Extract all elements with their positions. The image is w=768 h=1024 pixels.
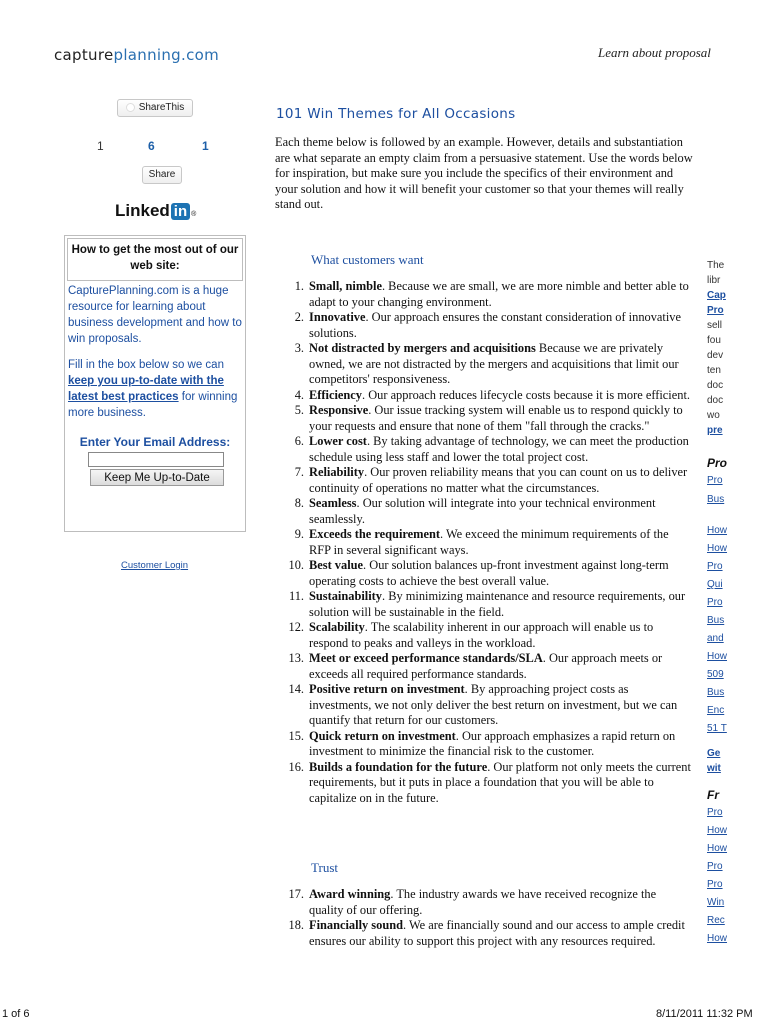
print-datetime: 8/11/2011 11:32 PM	[656, 1008, 753, 1020]
list-item-number: 2.	[294, 310, 304, 324]
list-item-term: Efficiency	[309, 387, 362, 402]
list-item-number: 14.	[288, 682, 304, 696]
right-column-link[interactable]: Ge	[707, 748, 721, 759]
section-heading-what-customers-want: What customers want	[311, 252, 424, 267]
list-item	[280, 434, 692, 465]
learn-about-proposal-link[interactable]: Learn about proposal	[598, 45, 711, 60]
right-column-link[interactable]: Bus	[707, 615, 725, 626]
list-item-text: . The industry awards we have received recognize the quality of our offering.	[309, 887, 657, 917]
panel-signup-post: for winning more business.	[68, 391, 238, 419]
logo-part-planning: planning.com	[113, 46, 220, 64]
right-column-link[interactable]: 509	[707, 669, 724, 680]
list-item	[280, 729, 692, 760]
list-item	[280, 279, 692, 310]
list-item-text: . We exceed the minimum requirements of the RFP in several significant ways.	[309, 527, 669, 557]
list-item-text: . Our issue tracking system will enable us to respond quickly to your requests and ensure that none of them "fall through the cracks."	[309, 403, 683, 433]
list-item	[280, 527, 692, 558]
list-item-text: . Our platform not only meets the current requirements, but it puts in place a foundation that you will be able to capitalize on in the future.	[309, 759, 691, 805]
list-item-number: 13.	[288, 651, 304, 665]
sharethis-icon	[126, 103, 135, 112]
right-column-text: doc	[707, 395, 724, 406]
right-column-link[interactable]: Cap	[707, 290, 726, 301]
sharethis-label: ShareThis	[138, 102, 185, 113]
right-column-link[interactable]: Qui	[707, 579, 723, 590]
list-item	[280, 496, 692, 527]
list-item-term: Sustainability	[309, 589, 382, 603]
list-item-number: 18.	[288, 918, 304, 932]
list-item-text: . By minimizing maintenance and resource requirements, our solution will be sustainable in the field.	[309, 589, 686, 619]
share-count-2[interactable]: 6	[148, 139, 155, 153]
list-item-number: 4.	[294, 387, 304, 402]
list-item-term: Meet or exceed performance standards/SLA	[309, 651, 543, 665]
list-item	[280, 558, 692, 589]
win-themes-list-1	[280, 279, 692, 806]
right-column-link[interactable]: Bus	[707, 687, 725, 698]
list-item-number: 9.	[294, 527, 304, 541]
right-column-link[interactable]: Pro	[707, 861, 723, 872]
list-item-term: Award winning	[309, 887, 391, 901]
right-column-heading: Pro	[707, 456, 728, 470]
right-column-link[interactable]: Enc	[707, 705, 725, 716]
right-column-link[interactable]: Pro	[707, 597, 723, 608]
email-input[interactable]	[88, 452, 224, 467]
right-column-link[interactable]: and	[707, 633, 724, 644]
right-column-link[interactable]: Pro	[707, 561, 723, 572]
list-item-term: Exceeds the requirement	[309, 527, 440, 541]
list-item-number: 3.	[294, 341, 304, 355]
list-item-number: 5.	[294, 403, 304, 417]
panel-signup-pre: Fill in the box below so we can	[68, 359, 224, 371]
right-column-link[interactable]: How	[707, 651, 728, 662]
list-item-text: . Our proven reliability means that you can count on us to deliver continuity of operations no matter what the circumstances.	[309, 465, 688, 495]
list-item-term: Financially sound	[309, 918, 403, 932]
page-title: 101 Win Themes for All Occasions	[276, 106, 516, 122]
right-column-link[interactable]: Pro	[707, 879, 723, 890]
list-item-number: 12.	[288, 620, 304, 634]
list-item-term: Small, nimble	[309, 279, 382, 293]
list-item-text: . Our approach emphasizes a rapid return on investment to minimize the financial risk to the customer.	[309, 728, 676, 758]
list-item-text: . The scalability inherent in our approach will enable us to respond to peaks and valleys in the workload.	[309, 620, 654, 650]
right-column-link[interactable]: Pro	[707, 475, 723, 486]
right-column-text: sell	[707, 320, 723, 331]
list-item-term: Scalability	[309, 620, 365, 634]
right-column-text: doc	[707, 380, 724, 391]
customer-login-link[interactable]: Customer Login	[121, 560, 189, 571]
list-item-text: . Our approach reduces lifecycle costs because it is more efficient.	[362, 387, 690, 402]
right-column-link[interactable]: pre	[707, 425, 723, 436]
list-item-text: . By approaching project costs as investments, we not only deliver the best return on investment, but we can quantify that return for our customers.	[309, 682, 678, 727]
right-column-link[interactable]: Bus	[707, 494, 725, 505]
list-item	[280, 310, 692, 341]
panel-signup-text	[68, 357, 242, 421]
list-item-text: . We are financially sound and our access to ample credit ensures our ability to support this project with any resources required.	[309, 918, 685, 948]
panel-description: CapturePlanning.com is a huge resource for learning about business development and how to win proposals.	[68, 285, 242, 345]
site-logo[interactable]	[54, 46, 219, 64]
list-item	[280, 651, 692, 682]
right-column-link[interactable]: wit	[707, 763, 721, 774]
list-item-term: Not distracted by mergers and acquisitions	[309, 341, 536, 355]
linkedin-logo[interactable]	[115, 201, 196, 221]
list-item	[280, 760, 692, 807]
right-column-link[interactable]: Pro	[707, 305, 724, 316]
linkedin-text: Linked	[115, 201, 170, 220]
list-item-number: 15.	[288, 728, 304, 743]
right-column-text: fou	[707, 335, 721, 346]
list-item	[280, 388, 692, 404]
list-item-number: 6.	[294, 434, 304, 448]
list-item-text: . Our approach meets or exceeds all required performance standards.	[309, 651, 663, 681]
right-column-link[interactable]: How	[707, 933, 728, 944]
list-item-text: . Our approach ensures the constant consideration of innovative solutions.	[309, 310, 681, 340]
right-column-heading: Fr	[707, 788, 719, 802]
list-item-term: Positive return on investment	[309, 682, 465, 696]
list-item-term: Reliability	[309, 465, 365, 479]
list-item-number: 17.	[288, 887, 304, 901]
share-count-3[interactable]: 1	[202, 139, 209, 153]
right-column-link[interactable]: Win	[707, 897, 725, 908]
right-column-link[interactable]: How	[707, 543, 728, 554]
email-label: Enter Your Email Address:	[79, 435, 231, 449]
share-count-1: 1	[97, 139, 104, 153]
list-item	[280, 589, 692, 620]
signup-panel	[64, 235, 246, 532]
panel-body	[68, 283, 242, 431]
right-column-text: The	[707, 260, 725, 271]
keep-me-up-to-date-button[interactable]: Keep Me Up-to-Date	[90, 469, 224, 486]
list-item-number: 1.	[294, 279, 304, 293]
right-column-text: wo	[707, 410, 720, 421]
list-item-term: Innovative	[309, 310, 366, 324]
list-item-term: Responsive	[309, 403, 369, 417]
list-item-term: Quick return on investment	[309, 728, 456, 743]
panel-heading: How to get the most out of our web site:	[67, 238, 243, 281]
win-themes-list-2	[280, 887, 692, 949]
keep-up-to-date-link[interactable]: keep you up-to-date with the latest best practices	[68, 375, 224, 403]
intro-paragraph: Each theme below is followed by an example. However, details and substantiation are what separate an empty claim from a persuasive statement. Use the words below for inspiration, but make sure you include the specifics of their environment and your solution and how it will benefit your customer so that your themes will really stand out.	[275, 135, 693, 212]
right-column-link[interactable]: How	[707, 825, 728, 836]
right-column-link[interactable]: Pro	[707, 807, 723, 818]
right-column-text: ten	[707, 365, 721, 376]
list-item-text: . Our solution will integrate into your technical environment seamlessly.	[309, 496, 656, 526]
list-item-text: . Because we are small, we are more nimble and better able to adapt to your changing environment.	[309, 279, 689, 309]
right-column-text: libr	[707, 275, 721, 286]
list-item-text: . By taking advantage of technology, we can meet the production schedule using less staff and lower the total project cost.	[309, 434, 689, 464]
linkedin-registered-mark: ®	[191, 211, 197, 218]
right-column-link[interactable]: Rec	[707, 915, 725, 926]
logo-part-capture: capture	[54, 46, 114, 64]
list-item	[280, 465, 692, 496]
list-item	[280, 682, 692, 729]
sharethis-button[interactable]	[117, 99, 193, 117]
right-column-text: dev	[707, 350, 724, 361]
list-item-term: Seamless	[309, 496, 357, 510]
right-column-link[interactable]: How	[707, 843, 728, 854]
list-item-number: 16.	[288, 759, 304, 774]
linkedin-in-icon: in	[171, 203, 190, 220]
list-item-term: Lower cost	[309, 434, 367, 448]
right-column-link[interactable]: 51 T	[707, 723, 727, 734]
list-item	[280, 918, 692, 949]
list-item-text: . Our solution balances up-front investment against long-term operating costs to achieve the best overall value.	[309, 558, 669, 588]
list-item-number: 11.	[288, 589, 304, 603]
list-item-number: 7.	[294, 465, 304, 479]
list-item	[280, 341, 692, 388]
list-item	[280, 620, 692, 651]
share-button[interactable]: Share	[142, 166, 182, 184]
list-item-text: Because we are privately owned, we are not distracted by the mergers and acquisitions that limit our competitors' responsiveness.	[309, 341, 679, 386]
page-number: 1 of 6	[2, 1008, 30, 1020]
section-heading-trust: Trust	[311, 860, 338, 875]
right-column-link[interactable]: How	[707, 525, 728, 536]
list-item-term: Builds a foundation for the future	[309, 759, 488, 774]
list-item	[280, 403, 692, 434]
list-item-term: Best value	[309, 558, 364, 572]
list-item-number: 8.	[294, 496, 304, 510]
right-column	[707, 258, 768, 946]
list-item	[280, 887, 692, 918]
list-item-number: 10.	[288, 558, 304, 572]
